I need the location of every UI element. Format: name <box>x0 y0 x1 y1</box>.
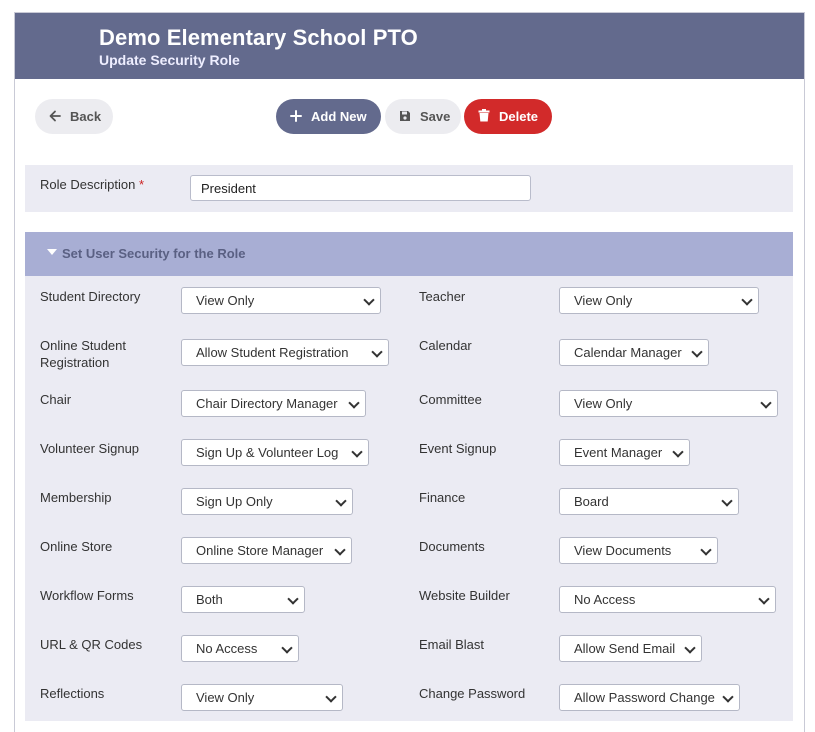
select-committee[interactable]: View Only <box>559 390 778 417</box>
arrow-left-icon <box>49 110 61 124</box>
label-finance: Finance <box>419 490 466 505</box>
label-documents: Documents <box>419 539 485 554</box>
select-calendar[interactable]: Calendar Manager <box>559 339 709 366</box>
chevron-down-icon <box>348 397 359 408</box>
chevron-down-icon <box>334 544 345 555</box>
chevron-down-icon <box>281 642 292 653</box>
select-teacher[interactable]: View Only <box>559 287 759 314</box>
chevron-down-icon <box>371 346 382 357</box>
security-section-title: Set User Security for the Role <box>62 246 246 261</box>
chevron-down-icon <box>760 397 771 408</box>
required-marker: * <box>139 177 145 192</box>
chevron-down-icon <box>684 642 695 653</box>
label-url-qr-codes: URL & QR Codes <box>40 637 143 652</box>
page-title: Demo Elementary School PTO <box>99 25 418 50</box>
role-description-label: Role Description * <box>40 177 145 192</box>
label-email-blast: Email Blast <box>419 637 485 652</box>
select-workflow-forms[interactable]: Both <box>181 586 305 613</box>
label-workflow-forms: Workflow Forms <box>40 588 134 603</box>
select-finance[interactable]: Board <box>559 488 739 515</box>
select-student-directory[interactable]: View Only <box>181 287 381 314</box>
chevron-down-icon <box>741 294 752 305</box>
label-website-builder: Website Builder <box>419 588 510 603</box>
page-subtitle: Update Security Role <box>99 52 240 68</box>
chevron-down-icon <box>351 446 362 457</box>
plus-icon <box>290 110 302 124</box>
save-button-label: Save <box>420 109 451 124</box>
label-membership: Membership <box>40 490 112 505</box>
chevron-down-icon <box>758 593 769 604</box>
select-membership[interactable]: Sign Up Only <box>181 488 353 515</box>
delete-button[interactable] <box>464 99 552 134</box>
back-button[interactable] <box>35 99 113 134</box>
caret-down-icon <box>47 249 57 255</box>
select-chair[interactable]: Chair Directory Manager <box>181 390 366 417</box>
label-chair: Chair <box>40 392 72 407</box>
chevron-down-icon <box>363 294 374 305</box>
chevron-down-icon <box>325 691 336 702</box>
label-committee: Committee <box>419 392 482 407</box>
role-description-panel <box>25 165 793 212</box>
select-url-qr-codes[interactable]: No Access <box>181 635 299 662</box>
security-section-header[interactable] <box>25 232 793 276</box>
chevron-down-icon <box>691 346 702 357</box>
page-frame <box>14 12 805 732</box>
select-change-password[interactable]: Allow Password Change <box>559 684 740 711</box>
label-event-signup: Event Signup <box>419 441 497 456</box>
back-button-label: Back <box>70 109 102 124</box>
page-header <box>15 13 804 79</box>
label-student-directory: Student Directory <box>40 289 141 304</box>
floppy-disk-icon <box>399 110 411 124</box>
select-volunteer-signup[interactable]: Sign Up & Volunteer Log <box>181 439 369 466</box>
delete-button-label: Delete <box>499 109 539 124</box>
label-online-store: Online Store <box>40 539 113 554</box>
chevron-down-icon <box>722 691 733 702</box>
label-teacher: Teacher <box>419 289 466 304</box>
select-documents[interactable]: View Documents <box>559 537 718 564</box>
select-reflections[interactable]: View Only <box>181 684 343 711</box>
select-event-signup[interactable]: Event Manager <box>559 439 690 466</box>
add-new-button-label: Add New <box>311 109 367 124</box>
add-new-button[interactable] <box>276 99 381 134</box>
select-online-store[interactable]: Online Store Manager <box>181 537 352 564</box>
chevron-down-icon <box>335 495 346 506</box>
label-online-student-registration: Online Student Registration <box>40 338 127 370</box>
chevron-down-icon <box>672 446 683 457</box>
label-reflections: Reflections <box>40 686 105 701</box>
chevron-down-icon <box>721 495 732 506</box>
label-calendar: Calendar <box>419 338 472 353</box>
chevron-down-icon <box>700 544 711 555</box>
chevron-down-icon <box>287 593 298 604</box>
save-button[interactable] <box>385 99 461 134</box>
security-settings-grid <box>25 276 793 721</box>
trash-icon <box>478 109 490 124</box>
label-volunteer-signup: Volunteer Signup <box>40 441 140 456</box>
select-email-blast[interactable]: Allow Send Email <box>559 635 702 662</box>
select-website-builder[interactable]: No Access <box>559 586 776 613</box>
select-online-student-registration[interactable]: Allow Student Registration <box>181 339 389 366</box>
role-description-input[interactable]: President <box>190 175 531 201</box>
label-change-password: Change Password <box>419 686 526 701</box>
